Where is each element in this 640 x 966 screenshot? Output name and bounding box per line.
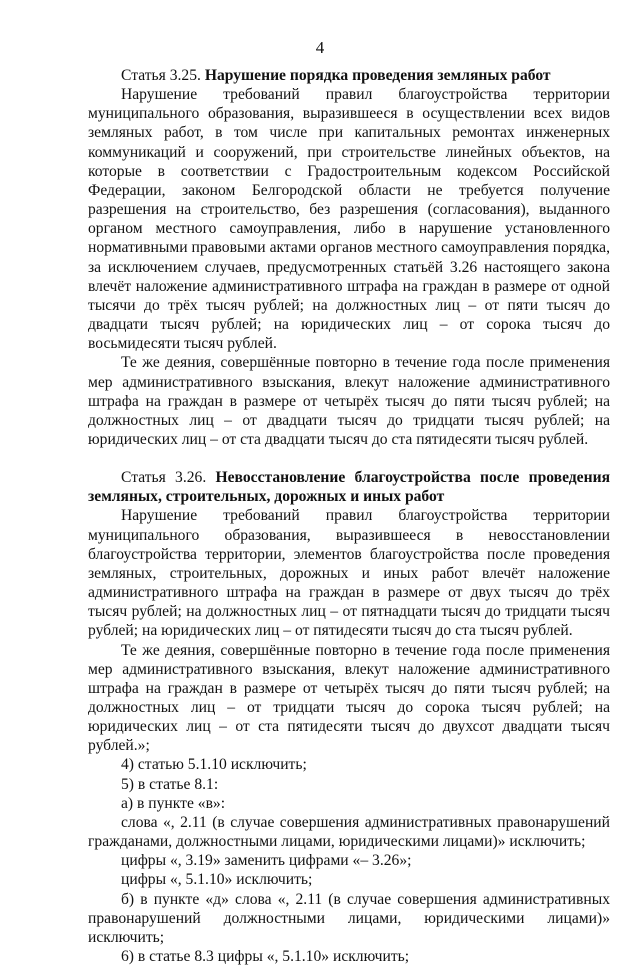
section-spacer: [88, 449, 610, 468]
amendment-item: б) в пункте «д» слова «, 2.11 (в случае совершения административных правонарушений должностными лицами, юридическими лицами)» исключить;: [88, 890, 610, 946]
article-3-25-heading: [88, 66, 610, 85]
amendment-item: 4) статью 5.1.10 исключить;: [121, 756, 307, 774]
document-body: [88, 66, 610, 966]
article-3-26-paragraph-2: Те же деяния, совершённые повторно в течение года после применения мер административного взыскания, влекут наложение административного штрафа на граждан в размере от четырёх тысяч до пяти тысяч рублей; на должностных лиц – от тридцати тысяч до сорока тысяч рублей; на юридических лиц – от ста пятидесяти тысяч до двухсот двадцати тысяч рублей.»;: [88, 641, 610, 755]
amendment-item: цифры «, 3.19» заменить цифрами «– 3.26»;: [121, 852, 412, 870]
amendment-item: цифры «, 5.1.10» исключить;: [121, 871, 313, 889]
amendment-item: слова «, 2.11 (в случае совершения административных правонарушений гражданами, должностными лицами, юридическими лицами)» исключить;: [88, 813, 610, 851]
page-number: 4: [315, 38, 325, 57]
article-3-26-heading: [88, 468, 610, 506]
article-3-25-prefix: Статья 3.25.: [121, 67, 201, 84]
article-3-25-paragraph-1: Нарушение требований правил благоустройства территории муниципального образования, выразившееся в осуществлении всех видов земляных работ, в том числе при капитальных ремонтах инженерных коммуникаций и сооружений, при строительстве линейных объектов, на которые в соответствии с Градостроительным кодексом Российской Федерации, законом Белгородской области не требуется получение разрешения на строительство, без разрешения (согласования), выданного органом местного самоуправления, либо в нарушение установленного нормативными правовыми актами органов местного самоуправления порядка, за исключением случаев, предусмотренных статьёй 3.26 настоящего закона влечёт наложение административного штрафа на граждан в размере от одной тысячи до трёх тысяч рублей; на должностных лиц – от пяти тысяч до двадцати тысяч рублей; на юридических лиц – от сорока тысяч до восьмидесяти тысяч рублей.: [88, 86, 610, 353]
amendment-item: 5) в статье 8.1:: [121, 775, 219, 793]
amendment-item: 6) в статье 8.3 цифры «, 5.1.10» исключить;: [121, 948, 410, 966]
article-3-25-title: Нарушение порядка проведения земляных работ: [204, 67, 551, 84]
article-3-26-title: Невосстановление благоустройства после проведения земляных, строительных, дорожных и иных работ: [88, 469, 611, 506]
article-3-26-prefix: Статья 3.26.: [121, 469, 207, 487]
amendment-item: а) в пункте «в»:: [121, 794, 226, 812]
article-3-25-paragraph-2: Те же деяния, совершённые повторно в течение года после применения мер административного взыскания, влекут наложение административного штрафа на граждан в размере от четырёх тысяч до пяти тысяч рублей; на должностных лиц – от двадцати тысяч до тридцати тысяч рублей; на юридических лиц – от ста двадцати тысяч до ста пятидесяти тысяч рублей.: [88, 354, 610, 448]
article-3-26-paragraph-1: Нарушение требований правил благоустройства территории муниципального образования, выразившееся в невосстановлении благоустройства территории, элементов благоустройства после проведения земляных, строительных, дорожных и иных работ влечёт наложение административного штрафа на граждан в размере от двух тысяч до трёх тысяч рублей; на должностных лиц – от пятнадцати тысяч до тридцати тысяч рублей; на юридических лиц – от пятидесяти тысяч до ста тысяч рублей.: [88, 507, 610, 640]
